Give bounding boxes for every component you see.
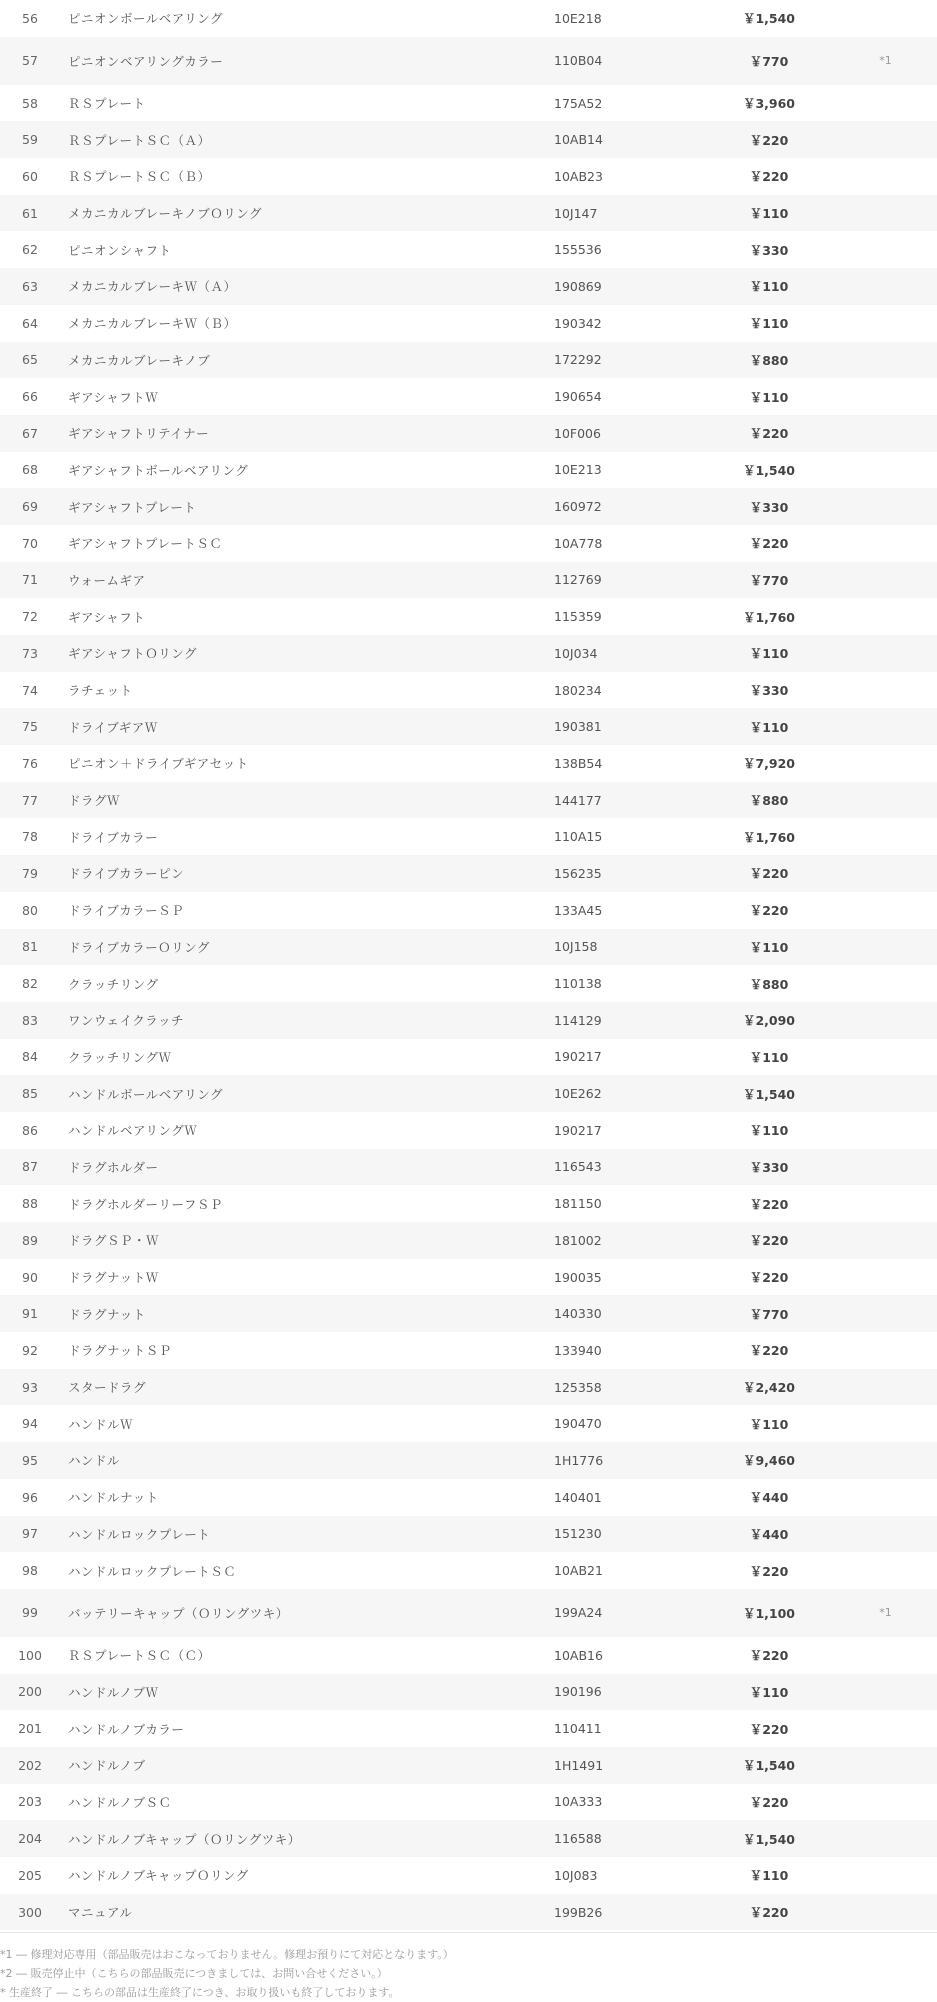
table-row: [0, 1039, 937, 1076]
table-row: [0, 1479, 937, 1516]
part-name: ハンドルロックプレートＳＣ: [68, 1563, 237, 1579]
part-price: ￥330: [749, 499, 789, 515]
part-name: クラッチリング: [68, 976, 159, 992]
part-name: ドライブカラー: [68, 829, 159, 845]
part-number: 93: [22, 1379, 38, 1395]
part-note: *1: [879, 54, 892, 68]
part-code: 10E213: [554, 462, 602, 478]
part-price: ￥770: [749, 53, 789, 69]
part-code: 190217: [554, 1049, 602, 1065]
part-number: 82: [22, 976, 38, 992]
part-number: 57: [22, 53, 38, 69]
part-code: 10AB14: [554, 132, 603, 148]
part-name: スタードラグ: [68, 1380, 147, 1396]
part-price: ￥1,760: [742, 829, 796, 845]
part-price: ￥2,090: [742, 1013, 796, 1029]
part-number: 94: [22, 1416, 38, 1432]
part-number: 77: [22, 792, 38, 808]
table-row: [0, 965, 937, 1002]
part-price: ￥220: [749, 1233, 789, 1249]
part-price: ￥880: [749, 352, 789, 368]
part-price: ￥220: [749, 1563, 789, 1579]
part-price: ￥110: [749, 1049, 789, 1065]
table-row: [0, 1002, 937, 1039]
part-code: 190470: [554, 1416, 602, 1432]
part-number: 204: [18, 1831, 42, 1847]
table-row: [0, 818, 937, 855]
table-row: [0, 37, 937, 85]
table-row: [0, 1552, 937, 1589]
part-number: 92: [22, 1342, 38, 1358]
part-number: 73: [22, 645, 38, 661]
part-name: ドライブカラーピン: [68, 866, 185, 882]
part-code: 151230: [554, 1526, 602, 1542]
part-code: 10J083: [554, 1867, 598, 1883]
footnote-3: * 生産終了 ― こちらの部品は生産終了につき、お取り扱いも終了しております。: [0, 1986, 400, 2000]
part-number: 68: [22, 462, 38, 478]
table-row: [0, 1747, 937, 1784]
table-row: [0, 1784, 937, 1821]
part-number: 86: [22, 1122, 38, 1138]
part-price: ￥1,100: [742, 1605, 796, 1621]
part-price: ￥220: [749, 1196, 789, 1212]
part-name: ピニオンベアリングカラー: [68, 53, 224, 69]
part-price: ￥220: [749, 1794, 789, 1810]
part-code: 181002: [554, 1232, 602, 1248]
table-row: [0, 1222, 937, 1259]
part-price: ￥330: [749, 683, 789, 699]
part-code: 10AB16: [554, 1647, 603, 1663]
part-number: 72: [22, 609, 38, 625]
part-number: 67: [22, 425, 38, 441]
part-number: 56: [22, 10, 38, 26]
part-code: 10J034: [554, 645, 598, 661]
part-code: 133A45: [554, 902, 603, 918]
part-code: 114129: [554, 1012, 602, 1028]
part-code: 140401: [554, 1489, 602, 1505]
part-name: ドラグナット: [68, 1306, 146, 1322]
table-row: [0, 378, 937, 415]
part-number: 95: [22, 1452, 38, 1468]
part-price: ￥220: [749, 1648, 789, 1664]
part-number: 76: [22, 755, 38, 771]
part-price: ￥1,540: [742, 462, 796, 478]
table-row: [0, 598, 937, 635]
part-code: 155536: [554, 242, 602, 258]
part-price: ￥880: [749, 793, 789, 809]
part-name: ドラグＷ: [68, 793, 121, 809]
part-price: ￥3,960: [742, 96, 796, 112]
part-name: ドライブカラーＳＰ: [68, 903, 185, 919]
part-number: 85: [22, 1086, 38, 1102]
part-code: 1H1776: [554, 1452, 604, 1468]
part-number: 96: [22, 1489, 38, 1505]
part-code: 180234: [554, 682, 602, 698]
part-code: 181150: [554, 1196, 602, 1212]
part-number: 66: [22, 389, 38, 405]
part-number: 75: [22, 719, 38, 735]
part-code: 10F006: [554, 425, 601, 441]
part-code: 190654: [554, 389, 602, 405]
part-price: ￥220: [749, 132, 789, 148]
part-price: ￥220: [749, 903, 789, 919]
part-code: 110411: [554, 1721, 602, 1737]
part-name: ハンドル: [68, 1453, 121, 1469]
part-name: ハンドルボールベアリング: [68, 1086, 224, 1102]
part-code: 156235: [554, 865, 602, 881]
part-name: ドライブギアＷ: [68, 719, 158, 735]
table-row: [0, 1589, 937, 1637]
table-row: [0, 635, 937, 672]
part-name: ギアシャフトリテイナー: [68, 426, 210, 442]
table-row: [0, 231, 937, 268]
part-number: 89: [22, 1232, 38, 1248]
part-name: マニュアル: [68, 1905, 133, 1921]
part-price: ￥110: [749, 279, 789, 295]
part-name: ギアシャフト: [68, 609, 146, 625]
part-code: 110138: [554, 976, 602, 992]
part-number: 58: [22, 95, 38, 111]
part-name: メカニカルブレーキＷ（Ａ）: [68, 279, 237, 295]
table-row: [0, 1857, 937, 1894]
part-price: ￥1,540: [742, 1758, 796, 1774]
part-number: 88: [22, 1196, 38, 1212]
table-row: [0, 268, 937, 305]
part-price: ￥220: [749, 426, 789, 442]
part-code: 190342: [554, 315, 602, 331]
part-number: 202: [18, 1757, 42, 1773]
part-name: ドラグＳＰ・Ｗ: [68, 1233, 160, 1249]
part-number: 84: [22, 1049, 38, 1065]
part-code: 199B26: [554, 1904, 603, 1920]
part-number: 70: [22, 535, 38, 551]
part-price: ￥220: [749, 536, 789, 552]
part-note: *1: [879, 1606, 892, 1620]
part-code: 116588: [554, 1831, 602, 1847]
part-price: ￥110: [749, 719, 789, 735]
table-row: [0, 855, 937, 892]
part-number: 74: [22, 682, 38, 698]
part-number: 63: [22, 278, 38, 294]
part-price: ￥1,760: [742, 609, 796, 625]
part-number: 200: [18, 1684, 42, 1700]
part-price: ￥880: [749, 976, 789, 992]
table-row: [0, 1112, 937, 1149]
part-name: ハンドルナット: [68, 1490, 159, 1506]
table-row: [0, 1820, 937, 1857]
part-name: ドラグナットＳＰ: [68, 1343, 172, 1359]
part-price: ￥9,460: [742, 1453, 796, 1469]
part-code: 112769: [554, 572, 602, 588]
part-name: ハンドルノブキャップＯリング: [68, 1868, 249, 1884]
table-row: [0, 1442, 937, 1479]
part-number: 87: [22, 1159, 38, 1175]
part-price: ￥220: [749, 169, 789, 185]
part-code: 110A15: [554, 829, 603, 845]
table-row: [0, 488, 937, 525]
table-row: [0, 892, 937, 929]
part-price: ￥220: [749, 1721, 789, 1737]
part-price: ￥110: [749, 1416, 789, 1432]
part-code: 125358: [554, 1379, 602, 1395]
table-row: [0, 929, 937, 966]
table-row: [0, 1185, 937, 1222]
part-price: ￥220: [749, 1270, 789, 1286]
part-number: 64: [22, 315, 38, 331]
part-code: 190196: [554, 1684, 602, 1700]
table-row: [0, 158, 937, 195]
table-row: [0, 1332, 937, 1369]
part-name: バッテリーキャップ（Ｏリングツキ）: [68, 1605, 289, 1621]
part-price: ￥440: [749, 1490, 789, 1506]
part-name: ハンドルＷ: [68, 1416, 134, 1432]
table-row: [0, 1369, 937, 1406]
part-price: ￥110: [749, 206, 789, 222]
part-price: ￥110: [749, 389, 789, 405]
part-number: 78: [22, 829, 38, 845]
table-row: [0, 672, 937, 709]
part-name: ハンドルベアリングＷ: [68, 1123, 198, 1139]
part-number: 62: [22, 242, 38, 258]
part-price: ￥220: [749, 866, 789, 882]
table-row: [0, 1516, 937, 1553]
footnote-1: *1 ― 修理対応専用（部品販売はおこなっておりません。修理お預りにて対応となります。）: [0, 1948, 454, 1962]
part-name: ピニオンボールベアリング: [68, 11, 224, 27]
part-number: 205: [18, 1867, 42, 1883]
part-number: 59: [22, 132, 38, 148]
part-number: 90: [22, 1269, 38, 1285]
table-row: [0, 1149, 937, 1186]
table-row: [0, 195, 937, 232]
part-name: メカニカルブレーキノブ: [68, 352, 211, 368]
part-name: ドラグホルダー: [68, 1159, 159, 1175]
table-row: [0, 1710, 937, 1747]
part-name: ハンドルノブＳＣ: [68, 1794, 172, 1810]
part-code: 133940: [554, 1342, 602, 1358]
part-price: ￥7,920: [742, 756, 796, 772]
table-row: [0, 1405, 937, 1442]
part-code: 140330: [554, 1306, 602, 1322]
part-price: ￥110: [749, 646, 789, 662]
part-code: 190869: [554, 278, 602, 294]
part-name: ウォームギア: [68, 572, 146, 588]
part-name: ピニオンシャフト: [68, 242, 172, 258]
part-code: 115359: [554, 609, 602, 625]
part-name: ワンウェイクラッチ: [68, 1013, 185, 1029]
part-code: 138B54: [554, 755, 603, 771]
table-row: [0, 1075, 937, 1112]
part-name: ギアシャフトＷ: [68, 389, 159, 405]
part-number: 60: [22, 168, 38, 184]
part-name: ギアシャフトＯリング: [68, 646, 198, 662]
part-number: 201: [18, 1721, 42, 1737]
part-code: 199A24: [554, 1605, 603, 1621]
part-code: 10AB23: [554, 168, 603, 184]
part-name: クラッチリングＷ: [68, 1049, 172, 1065]
table-row: [0, 745, 937, 782]
part-code: 190217: [554, 1122, 602, 1138]
part-code: 144177: [554, 792, 602, 808]
part-name: ハンドルロックプレート: [68, 1526, 211, 1542]
table-row: [0, 85, 937, 122]
part-name: ＲＳプレート: [68, 96, 146, 112]
part-name: ドラグホルダーリーフＳＰ: [68, 1196, 223, 1212]
part-price: ￥1,540: [742, 1086, 796, 1102]
footnote-2: *2 ― 販売停止中（こちらの部品販売につきましては、お問い合せください。）: [0, 1967, 388, 1981]
part-code: 10J158: [554, 939, 598, 955]
part-name: ギアシャフトプレートＳＣ: [68, 536, 223, 552]
part-code: 110B04: [554, 53, 603, 69]
part-price: ￥770: [749, 1306, 789, 1322]
footnotes: [0, 1933, 937, 2002]
table-row: [0, 1637, 937, 1674]
part-price: ￥770: [749, 572, 789, 588]
part-code: 175A52: [554, 95, 603, 111]
part-name: ＲＳプレートＳＣ（Ａ）: [68, 132, 211, 148]
part-number: 80: [22, 902, 38, 918]
part-name: ラチェット: [68, 683, 133, 699]
table-row: [0, 525, 937, 562]
part-number: 61: [22, 205, 38, 221]
part-number: 83: [22, 1012, 38, 1028]
part-name: メカニカルブレーキノブＯリング: [68, 206, 263, 222]
part-number: 79: [22, 865, 38, 881]
part-price: ￥330: [749, 1159, 789, 1175]
table-row: [0, 708, 937, 745]
part-code: 10E262: [554, 1086, 602, 1102]
table-row: [0, 121, 937, 158]
part-price: ￥1,540: [742, 11, 796, 27]
part-number: 99: [22, 1605, 38, 1621]
part-price: ￥440: [749, 1526, 789, 1542]
part-name: ハンドルノブＷ: [68, 1684, 159, 1700]
part-code: 1H1491: [554, 1757, 604, 1773]
part-code: 10A333: [554, 1794, 603, 1810]
part-number: 69: [22, 499, 38, 515]
part-code: 190381: [554, 719, 602, 735]
part-code: 10E218: [554, 10, 602, 26]
part-name: ハンドルノブキャップ（Ｏリングツキ）: [68, 1831, 301, 1847]
table-row: [0, 1894, 937, 1931]
table-row: [0, 1674, 937, 1711]
part-price: ￥110: [749, 1684, 789, 1700]
part-price: ￥2,420: [742, 1380, 796, 1396]
part-name: ドラグナットＷ: [68, 1270, 159, 1286]
part-name: ギアシャフトプレート: [68, 499, 197, 515]
table-row: [0, 415, 937, 452]
part-number: 98: [22, 1563, 38, 1579]
part-price: ￥1,540: [742, 1831, 796, 1847]
part-name: ギアシャフトボールベアリング: [68, 462, 249, 478]
part-name: メカニカルブレーキＷ（Ｂ）: [68, 316, 237, 332]
part-price: ￥110: [749, 1123, 789, 1139]
part-price: ￥110: [749, 939, 789, 955]
part-code: 172292: [554, 352, 602, 368]
part-name: ハンドルノブカラー: [68, 1721, 185, 1737]
part-code: 190035: [554, 1269, 602, 1285]
part-name: ドライブカラーＯリング: [68, 939, 210, 955]
part-price: ￥110: [749, 316, 789, 332]
part-code: 10A778: [554, 535, 603, 551]
table-row: [0, 562, 937, 599]
table-row: [0, 1295, 937, 1332]
part-number: 300: [18, 1904, 42, 1920]
part-price: ￥110: [749, 1868, 789, 1884]
part-price: ￥220: [749, 1343, 789, 1359]
part-name: ピニオン＋ドライブギアセット: [68, 756, 249, 772]
part-code: 160972: [554, 499, 602, 515]
part-name: ＲＳプレートＳＣ（Ｂ）: [68, 169, 211, 185]
part-number: 71: [22, 572, 38, 588]
table-row: [0, 342, 937, 379]
part-number: 100: [18, 1647, 42, 1663]
table-row: [0, 782, 937, 819]
part-code: 10AB21: [554, 1563, 603, 1579]
part-number: 203: [18, 1794, 42, 1810]
part-number: 97: [22, 1526, 38, 1542]
part-number: 81: [22, 939, 38, 955]
table-row: [0, 0, 937, 37]
part-price: ￥330: [749, 242, 789, 258]
part-name: ＲＳプレートＳＣ（Ｃ）: [68, 1648, 211, 1664]
part-name: ハンドルノブ: [68, 1758, 146, 1774]
part-number: 91: [22, 1306, 38, 1322]
part-code: 10J147: [554, 205, 598, 221]
part-price: ￥220: [749, 1905, 789, 1921]
part-code: 116543: [554, 1159, 602, 1175]
part-number: 65: [22, 352, 38, 368]
table-row: [0, 452, 937, 489]
table-row: [0, 1259, 937, 1296]
table-row: [0, 305, 937, 342]
